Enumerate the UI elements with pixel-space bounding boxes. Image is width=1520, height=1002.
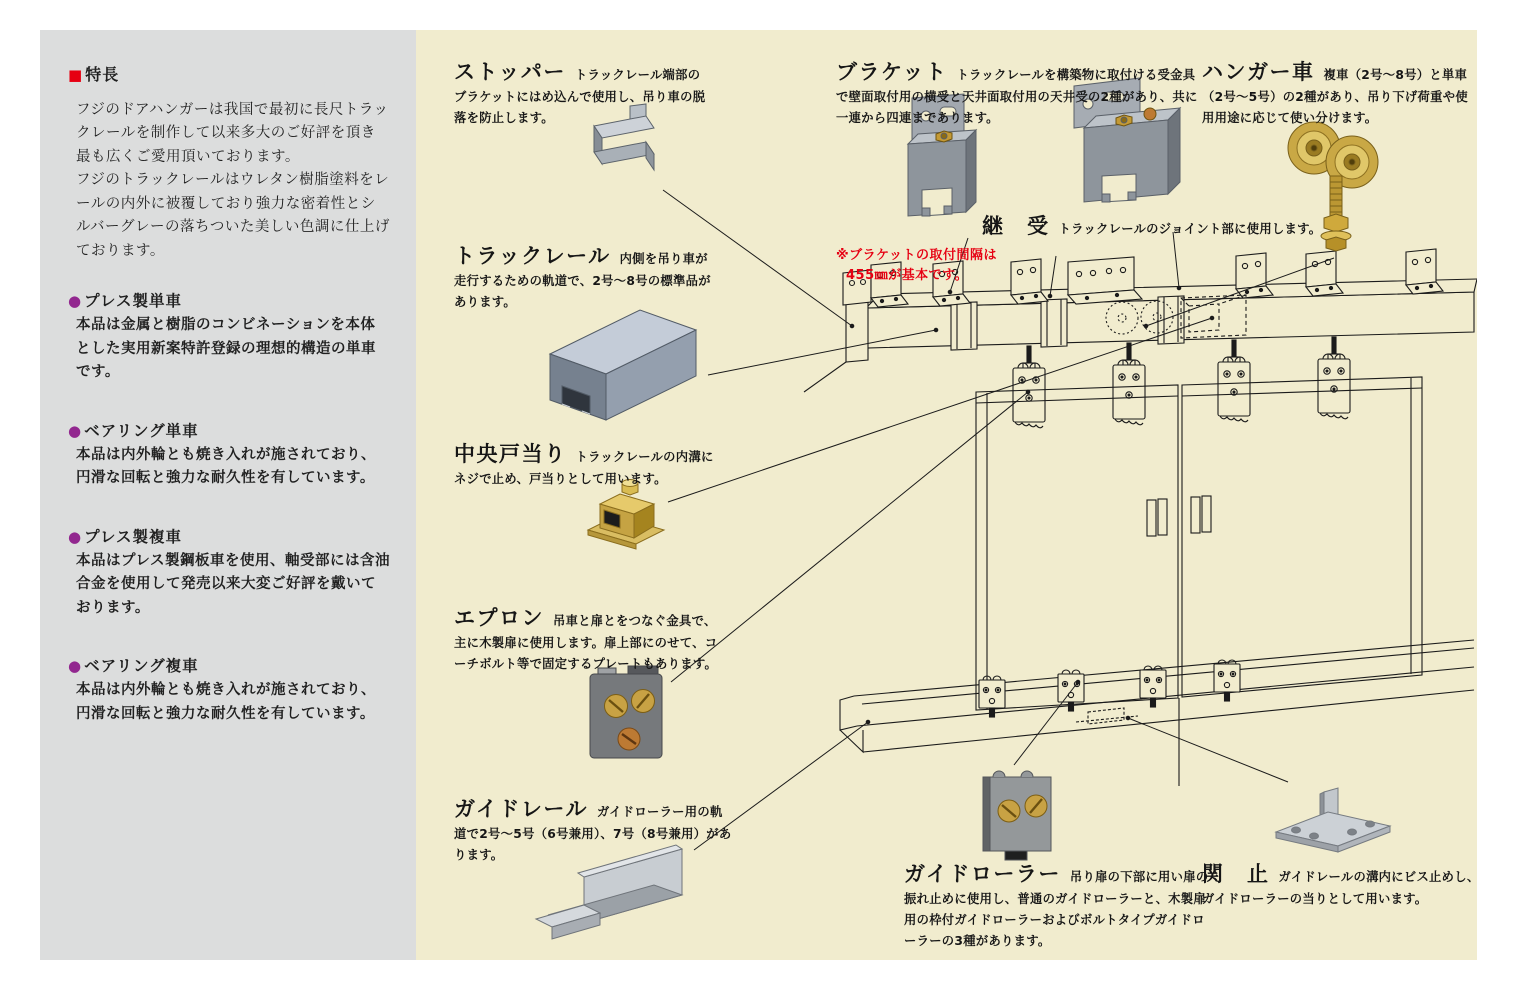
part-label-apron: [454, 602, 724, 674]
part-label-bracket: [836, 56, 1200, 128]
part-desc: トラックレールを構築物に取付ける受金具で壁面取付用の横受と天井面取付用の天井受の2種があり、共に一連から四連まであります。: [836, 68, 1198, 126]
part-desc: ガイドローラー用の軌道で2号〜5号（6号兼用）、7号（8号兼用）があります。: [454, 805, 732, 863]
guide-roller-photo: [969, 763, 1064, 863]
apron-photo: [578, 660, 673, 765]
section-press-single: [68, 289, 390, 384]
part-desc: トラックレールの内溝にネジで止め、戸当りとして用います。: [454, 450, 714, 486]
section-title: [68, 289, 390, 311]
part-label-sekidome: [1202, 858, 1490, 909]
features-heading: [68, 62, 390, 85]
section-press-double: [68, 525, 390, 620]
purple-dot-bullet: ●: [68, 527, 83, 546]
part-label-stopper: [454, 56, 708, 128]
part-desc: 複車（2号〜8号）と単車（2号〜5号）の2種があり、吊り下げ荷重や使用用途に応じて使い分けます。: [1202, 68, 1468, 126]
part-title: ブラケット: [836, 60, 948, 84]
section-body: 本品は内外輪とも焼き入れが施されており、円滑な回転と強力な耐久性を有しています。: [76, 682, 376, 722]
note-line-2: 455㎜が基本です。: [846, 268, 969, 284]
purple-dot-bullet: ●: [68, 421, 83, 440]
section-title-text: ベアリング複車: [84, 657, 199, 676]
section-title-text: プレス製単車: [84, 292, 183, 311]
part-title: トラックレール: [454, 244, 611, 268]
part-title: エプロン: [454, 606, 544, 630]
part-title: 中央戸当り: [454, 442, 567, 466]
part-desc: 内側を吊り車が走行するための軌道で、2号〜8号の標準品があります。: [454, 252, 711, 310]
part-desc: トラックレールのジョイント部に使用します。: [1058, 222, 1322, 236]
part-desc: 吊り扉の下部に用い扉の振れ止めに使用し、普通のガイドローラーと、木製扉用の枠付ガイドローラーおよびボルトタイプガイドローラーの3種があります。: [904, 870, 1209, 949]
part-desc: ガイドレールの溝内にビス止めし、ガイドローラーの当りとして用います。: [1202, 870, 1480, 906]
note-line-1: ※ブラケットの取付間隔は: [836, 248, 997, 263]
section-body: 本品はプレス製鋼板車を使用、軸受部には含油合金を使用して発売以来大変ご好評を戴いております。: [76, 552, 390, 616]
part-title: 関 止: [1202, 862, 1270, 886]
features-title-text: 特長: [85, 65, 120, 84]
part-title: 継 受: [982, 214, 1050, 238]
bracket-spacing-note: [836, 246, 997, 286]
purple-dot-bullet: ●: [68, 292, 83, 311]
part-title: ガイドローラー: [904, 862, 1061, 886]
features-block: [68, 62, 390, 263]
section-title: [68, 525, 390, 547]
section-title: [68, 419, 390, 441]
part-title: ガイドレール: [454, 797, 588, 821]
part-label-center-door-stop: [454, 438, 720, 489]
sidebar: [40, 30, 416, 960]
features-paragraph-1: フジのドアハンガーは我国で最初に長尺トラックレールを制作して以来多大のご好評を頂き最も広くご愛用頂いております。: [76, 102, 389, 165]
purple-dot-bullet: ●: [68, 657, 83, 676]
part-title: ハンガー車: [1202, 60, 1315, 84]
part-label-tsugite: [982, 210, 1326, 240]
section-title-text: ベアリング単車: [84, 421, 199, 440]
section-body: 本品は金属と樹脂のコンビネーションを本体とした実用新案特許登録の理想的構造の単車です。: [76, 317, 376, 381]
part-label-track-rail: [454, 240, 720, 312]
section-bearing-single: [68, 419, 390, 491]
section-body: 本品は内外輪とも焼き入れが施されており、円滑な回転と強力な耐久性を有しています。: [76, 446, 376, 487]
part-title: ストッパー: [454, 60, 566, 84]
section-bearing-double: [68, 654, 390, 726]
part-label-guide-roller: [904, 858, 1212, 951]
part-desc: トラックレール端部のブラケットにはめ込んで使用し、吊り車の脱落を防止します。: [454, 68, 706, 126]
features-paragraph-2: フジのトラックレールはウレタン樹脂塗料をレールの内外に被覆しており強力な密着性とシルバーグレーの落ちついた美しい色調に仕上げております。: [76, 172, 390, 259]
diagram-panel: [416, 30, 1480, 960]
section-title-text: プレス製複車: [84, 527, 183, 546]
red-square-bullet: ■: [68, 66, 84, 84]
sekidome-photo: [1268, 780, 1398, 860]
section-title: [68, 654, 390, 676]
part-label-hanger-wheel: [1202, 56, 1474, 128]
part-label-guide-rail: [454, 793, 732, 865]
part-desc: 吊車と扉とをつなぐ金具で、主に木製扉に使用します。扉上部にのせて、コーチボルト等で固定するプレートもあります。: [454, 614, 718, 672]
